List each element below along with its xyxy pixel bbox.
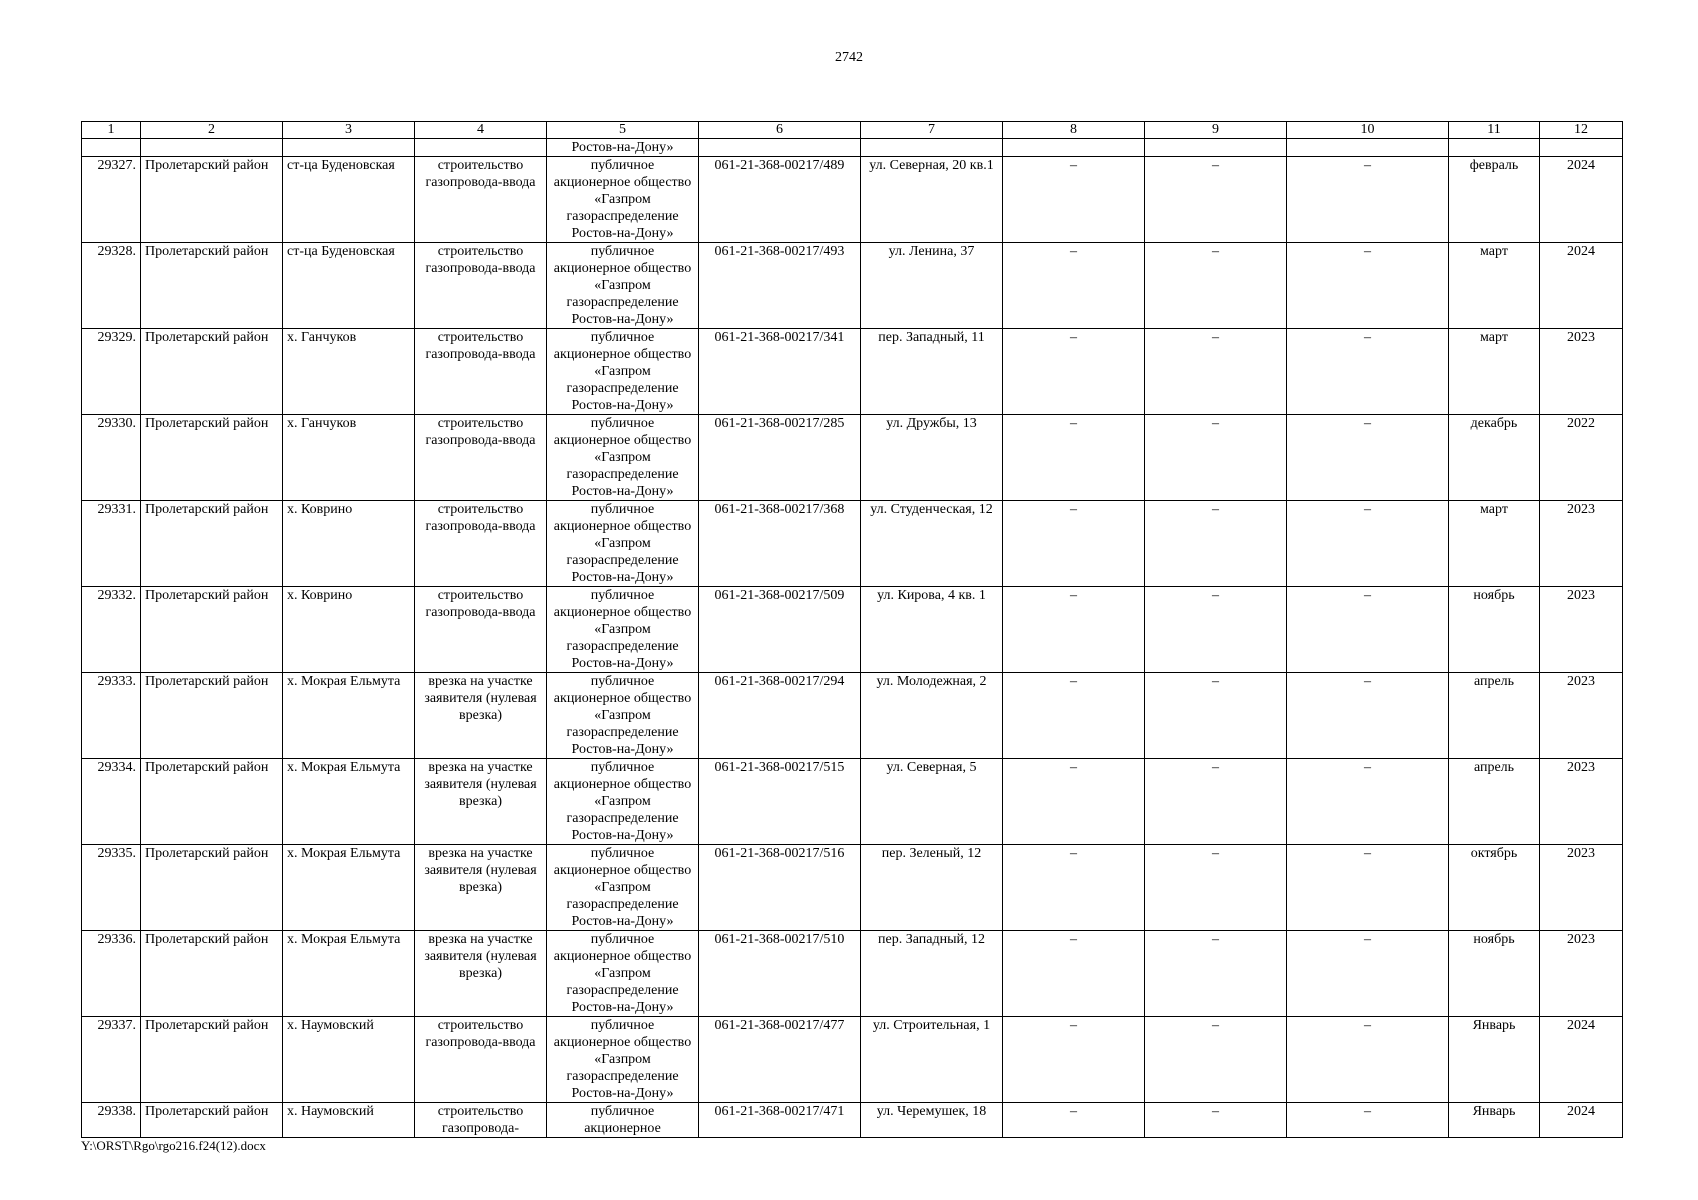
year-cell: 2024 <box>1540 243 1623 329</box>
district-cell: Пролетарский район <box>141 845 283 931</box>
work-type-cell: строительство газопровода-ввода <box>415 415 547 501</box>
address-cell: пер. Западный, 12 <box>861 931 1003 1017</box>
month-cell: апрель <box>1449 673 1540 759</box>
year-cell: 2024 <box>1540 1017 1623 1103</box>
organization-cell: публичное акционерное общество «Газпром газораспределение Ростов-на-Дону» <box>547 1017 699 1103</box>
district-cell: Пролетарский район <box>141 931 283 1017</box>
year-cell: 2023 <box>1540 845 1623 931</box>
row-number-cell: 29331. <box>82 501 141 587</box>
column-10-cell: – <box>1287 845 1449 931</box>
column-number-cell: 1 <box>82 122 141 139</box>
work-type-cell: строительство газопровода- <box>415 1103 547 1138</box>
column-9-cell: – <box>1145 587 1287 673</box>
district-cell: Пролетарский район <box>141 1103 283 1138</box>
district-cell: Пролетарский район <box>141 329 283 415</box>
work-type-cell: врезка на участке заявителя (нулевая врезка) <box>415 759 547 845</box>
district-cell: Пролетарский район <box>141 673 283 759</box>
column-9-cell: – <box>1145 501 1287 587</box>
column-10-cell: – <box>1287 157 1449 243</box>
column-9-cell: – <box>1145 415 1287 501</box>
address-cell: ул. Студенческая, 12 <box>861 501 1003 587</box>
continuation-cell <box>1003 139 1145 157</box>
table-row <box>82 501 1623 587</box>
column-8-cell: – <box>1003 329 1145 415</box>
column-8-cell: – <box>1003 157 1145 243</box>
row-number-cell: 29334. <box>82 759 141 845</box>
month-cell: Январь <box>1449 1017 1540 1103</box>
settlement-cell: х. Мокрая Ельмута <box>283 931 415 1017</box>
column-9-cell: – <box>1145 673 1287 759</box>
column-10-cell: – <box>1287 243 1449 329</box>
settlement-cell: х. Коврино <box>283 501 415 587</box>
registration-code-cell: 061-21-368-00217/493 <box>699 243 861 329</box>
registration-code-cell: 061-21-368-00217/516 <box>699 845 861 931</box>
work-type-cell: врезка на участке заявителя (нулевая врезка) <box>415 931 547 1017</box>
month-cell: февраль <box>1449 157 1540 243</box>
table-row <box>82 1017 1623 1103</box>
continuation-cell <box>283 139 415 157</box>
column-8-cell: – <box>1003 587 1145 673</box>
month-cell: март <box>1449 501 1540 587</box>
column-10-cell: – <box>1287 1017 1449 1103</box>
continuation-cell <box>141 139 283 157</box>
column-8-cell: – <box>1003 931 1145 1017</box>
address-cell: ул. Северная, 5 <box>861 759 1003 845</box>
table-row <box>82 415 1623 501</box>
column-10-cell: – <box>1287 329 1449 415</box>
work-type-cell: строительство газопровода-ввода <box>415 329 547 415</box>
registration-code-cell: 061-21-368-00217/368 <box>699 501 861 587</box>
year-cell: 2024 <box>1540 157 1623 243</box>
address-cell: ул. Дружбы, 13 <box>861 415 1003 501</box>
organization-cell: публичное акционерное <box>547 1103 699 1138</box>
organization-cell: публичное акционерное общество «Газпром газораспределение Ростов-на-Дону» <box>547 243 699 329</box>
column-number-cell: 4 <box>415 122 547 139</box>
table-row <box>82 587 1623 673</box>
address-cell: ул. Строительная, 1 <box>861 1017 1003 1103</box>
column-9-cell: – <box>1145 1103 1287 1138</box>
column-8-cell: – <box>1003 845 1145 931</box>
column-9-cell: – <box>1145 759 1287 845</box>
settlement-cell: х. Наумовский <box>283 1017 415 1103</box>
column-8-cell: – <box>1003 759 1145 845</box>
column-10-cell: – <box>1287 415 1449 501</box>
settlement-cell: х. Наумовский <box>283 1103 415 1138</box>
column-number-row <box>82 122 1623 139</box>
year-cell: 2022 <box>1540 415 1623 501</box>
continuation-cell <box>1145 139 1287 157</box>
district-cell: Пролетарский район <box>141 759 283 845</box>
registration-code-cell: 061-21-368-00217/341 <box>699 329 861 415</box>
column-8-cell: – <box>1003 243 1145 329</box>
row-number-cell: 29335. <box>82 845 141 931</box>
year-cell: 2023 <box>1540 759 1623 845</box>
address-cell: ул. Черемушек, 18 <box>861 1103 1003 1138</box>
row-number-cell: 29336. <box>82 931 141 1017</box>
row-number-cell: 29332. <box>82 587 141 673</box>
year-cell: 2023 <box>1540 501 1623 587</box>
organization-cell: публичное акционерное общество «Газпром газораспределение Ростов-на-Дону» <box>547 415 699 501</box>
column-9-cell: – <box>1145 329 1287 415</box>
column-number-cell: 8 <box>1003 122 1145 139</box>
column-number-cell: 3 <box>283 122 415 139</box>
table-row <box>82 329 1623 415</box>
registration-code-cell: 061-21-368-00217/294 <box>699 673 861 759</box>
continuation-cell <box>1287 139 1449 157</box>
column-8-cell: – <box>1003 1103 1145 1138</box>
column-10-cell: – <box>1287 673 1449 759</box>
registration-code-cell: 061-21-368-00217/515 <box>699 759 861 845</box>
table-row <box>82 243 1623 329</box>
address-cell: ул. Ленина, 37 <box>861 243 1003 329</box>
column-10-cell: – <box>1287 587 1449 673</box>
table-row <box>82 759 1623 845</box>
settlement-cell: ст-ца Буденовская <box>283 243 415 329</box>
work-type-cell: строительство газопровода-ввода <box>415 157 547 243</box>
document-table <box>81 121 1623 1138</box>
work-type-cell: врезка на участке заявителя (нулевая врезка) <box>415 673 547 759</box>
continuation-cell <box>82 139 141 157</box>
column-10-cell: – <box>1287 501 1449 587</box>
column-9-cell: – <box>1145 243 1287 329</box>
work-type-cell: строительство газопровода-ввода <box>415 1017 547 1103</box>
footer-file-path: Y:\ORST\Rgo\rgo216.f24(12).docx <box>81 1138 266 1153</box>
registration-code-cell: 061-21-368-00217/285 <box>699 415 861 501</box>
column-10-cell: – <box>1287 931 1449 1017</box>
month-cell: апрель <box>1449 759 1540 845</box>
work-type-cell: строительство газопровода-ввода <box>415 587 547 673</box>
column-9-cell: – <box>1145 931 1287 1017</box>
column-9-cell: – <box>1145 1017 1287 1103</box>
address-cell: ул. Кирова, 4 кв. 1 <box>861 587 1003 673</box>
column-8-cell: – <box>1003 1017 1145 1103</box>
continuation-cell <box>415 139 547 157</box>
month-cell: март <box>1449 329 1540 415</box>
year-cell: 2023 <box>1540 931 1623 1017</box>
organization-cell: публичное акционерное общество «Газпром газораспределение Ростов-на-Дону» <box>547 329 699 415</box>
settlement-cell: х. Ганчуков <box>283 415 415 501</box>
column-number-cell: 7 <box>861 122 1003 139</box>
work-type-cell: строительство газопровода-ввода <box>415 501 547 587</box>
column-8-cell: – <box>1003 501 1145 587</box>
column-number-cell: 10 <box>1287 122 1449 139</box>
organization-cell: публичное акционерное общество «Газпром газораспределение Ростов-на-Дону» <box>547 587 699 673</box>
organization-cell: публичное акционерное общество «Газпром газораспределение Ростов-на-Дону» <box>547 931 699 1017</box>
work-type-cell: врезка на участке заявителя (нулевая врезка) <box>415 845 547 931</box>
district-cell: Пролетарский район <box>141 157 283 243</box>
row-number-cell: 29333. <box>82 673 141 759</box>
month-cell: ноябрь <box>1449 587 1540 673</box>
row-number-cell: 29329. <box>82 329 141 415</box>
district-cell: Пролетарский район <box>141 501 283 587</box>
continuation-cell <box>699 139 861 157</box>
month-cell: март <box>1449 243 1540 329</box>
row-number-cell: 29327. <box>82 157 141 243</box>
address-cell: пер. Западный, 11 <box>861 329 1003 415</box>
settlement-cell: х. Ганчуков <box>283 329 415 415</box>
district-cell: Пролетарский район <box>141 415 283 501</box>
column-10-cell: – <box>1287 759 1449 845</box>
settlement-cell: х. Мокрая Ельмута <box>283 845 415 931</box>
column-number-cell: 5 <box>547 122 699 139</box>
organization-cell: публичное акционерное общество «Газпром газораспределение Ростов-на-Дону» <box>547 673 699 759</box>
registration-code-cell: 061-21-368-00217/477 <box>699 1017 861 1103</box>
column-9-cell: – <box>1145 157 1287 243</box>
district-cell: Пролетарский район <box>141 1017 283 1103</box>
month-cell: декабрь <box>1449 415 1540 501</box>
year-cell: 2024 <box>1540 1103 1623 1138</box>
month-cell: октябрь <box>1449 845 1540 931</box>
column-number-cell: 9 <box>1145 122 1287 139</box>
organization-cell: публичное акционерное общество «Газпром газораспределение Ростов-на-Дону» <box>547 157 699 243</box>
column-number-cell: 2 <box>141 122 283 139</box>
address-cell: ул. Молодежная, 2 <box>861 673 1003 759</box>
column-number-cell: 12 <box>1540 122 1623 139</box>
address-cell: пер. Зеленый, 12 <box>861 845 1003 931</box>
column-8-cell: – <box>1003 673 1145 759</box>
district-cell: Пролетарский район <box>141 587 283 673</box>
row-number-cell: 29338. <box>82 1103 141 1138</box>
address-cell: ул. Северная, 20 кв.1 <box>861 157 1003 243</box>
row-number-cell: 29337. <box>82 1017 141 1103</box>
table-row <box>82 1103 1623 1138</box>
registration-code-cell: 061-21-368-00217/471 <box>699 1103 861 1138</box>
column-number-cell: 11 <box>1449 122 1540 139</box>
table-row <box>82 673 1623 759</box>
continuation-cell <box>1449 139 1540 157</box>
organization-cell: публичное акционерное общество «Газпром газораспределение Ростов-на-Дону» <box>547 759 699 845</box>
work-type-cell: строительство газопровода-ввода <box>415 243 547 329</box>
continuation-cell <box>1540 139 1623 157</box>
year-cell: 2023 <box>1540 673 1623 759</box>
table-row <box>82 931 1623 1017</box>
column-8-cell: – <box>1003 415 1145 501</box>
organization-cell: публичное акционерное общество «Газпром газораспределение Ростов-на-Дону» <box>547 845 699 931</box>
district-cell: Пролетарский район <box>141 243 283 329</box>
settlement-cell: х. Мокрая Ельмута <box>283 759 415 845</box>
table-row <box>82 157 1623 243</box>
registration-code-cell: 061-21-368-00217/510 <box>699 931 861 1017</box>
row-number-cell: 29330. <box>82 415 141 501</box>
table-body <box>82 122 1623 1138</box>
year-cell: 2023 <box>1540 329 1623 415</box>
settlement-cell: ст-ца Буденовская <box>283 157 415 243</box>
page-number: 2742 <box>835 50 863 65</box>
settlement-cell: х. Мокрая Ельмута <box>283 673 415 759</box>
continuation-row <box>82 139 1623 157</box>
row-number-cell: 29328. <box>82 243 141 329</box>
column-9-cell: – <box>1145 845 1287 931</box>
registration-code-cell: 061-21-368-00217/489 <box>699 157 861 243</box>
registration-code-cell: 061-21-368-00217/509 <box>699 587 861 673</box>
column-number-cell: 6 <box>699 122 861 139</box>
year-cell: 2023 <box>1540 587 1623 673</box>
continuation-cell: Ростов-на-Дону» <box>547 139 699 157</box>
continuation-cell <box>861 139 1003 157</box>
table-row <box>82 845 1623 931</box>
month-cell: ноябрь <box>1449 931 1540 1017</box>
settlement-cell: х. Коврино <box>283 587 415 673</box>
month-cell: Январь <box>1449 1103 1540 1138</box>
column-10-cell: – <box>1287 1103 1449 1138</box>
organization-cell: публичное акционерное общество «Газпром газораспределение Ростов-на-Дону» <box>547 501 699 587</box>
